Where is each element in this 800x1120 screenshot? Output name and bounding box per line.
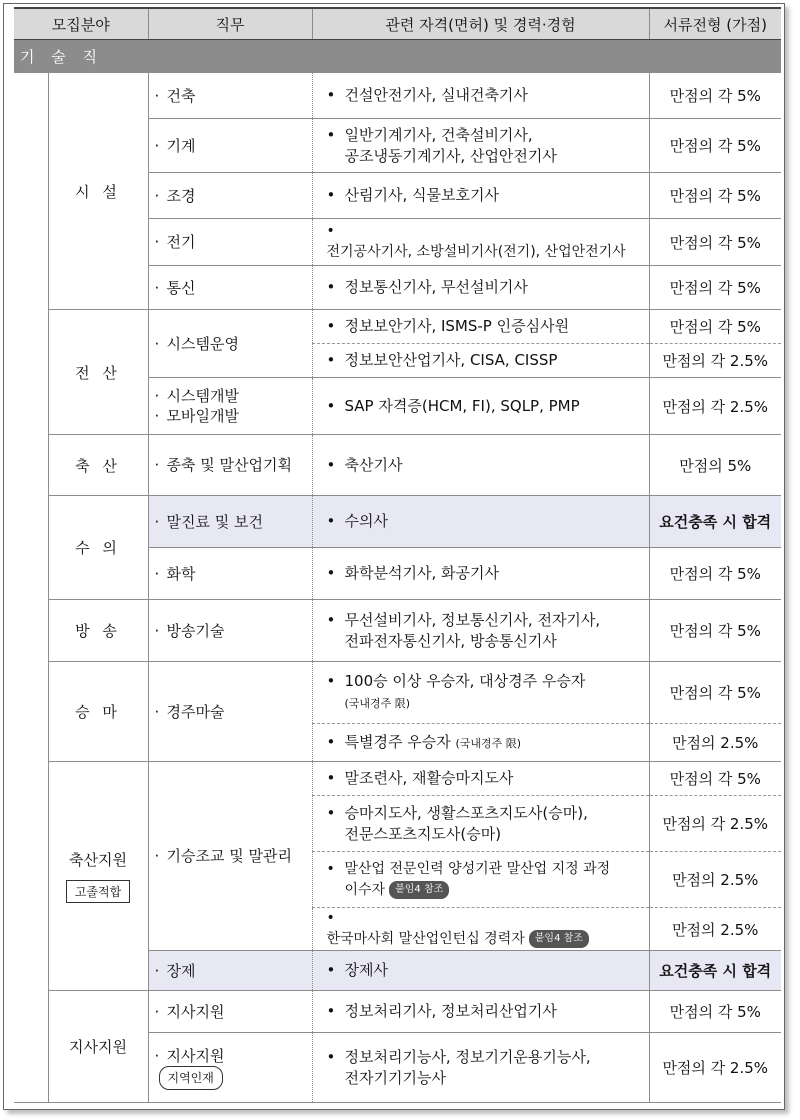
table-row — [14, 600, 781, 662]
job-cell: · 말진료 및 보건 — [148, 496, 312, 548]
field-cell — [48, 991, 148, 1103]
job-cell: · 지사지원 — [148, 991, 312, 1033]
score-cell: 만점의 각 5% — [649, 991, 781, 1033]
score-cell: 만점의 5% — [649, 435, 781, 496]
job-cell: · 조경 — [148, 173, 312, 219]
qual-text: 전기공사기사, 소방설비기사(전기), 산업안전기사 — [326, 244, 626, 260]
qual-cell: • 일반기계기사, 건축설비기사, 공조냉동기계기사, 산업안전기사 — [312, 119, 649, 173]
job-label: 화학 — [166, 564, 196, 583]
header-job: 직무 — [148, 8, 312, 40]
qual-cell: • 특별경주 우승자 (국내경주 限) — [312, 724, 649, 762]
job-cell: · 화학 — [148, 548, 312, 600]
score-cell: 만점의 각 5% — [649, 266, 781, 310]
job-label: 지사지원 — [166, 1046, 225, 1065]
job-label: 시스템운영 — [166, 334, 239, 353]
field-cell — [48, 435, 148, 496]
job-label: 장제 — [166, 961, 196, 980]
job-cell: · 방송기술 — [148, 600, 312, 662]
field-label: 방 송 — [75, 622, 121, 640]
reference-badge: 붙임4 참조 — [389, 881, 449, 899]
qual-note: (국내경주 限) — [344, 697, 411, 710]
field-label: 수 의 — [75, 539, 121, 557]
job-label: 방송기술 — [166, 621, 225, 640]
qual-text: 승마지도사, 생활스포츠지도사(승마), — [344, 803, 588, 822]
job-label: 건축 — [166, 86, 196, 105]
score-cell: 만점의 각 5% — [649, 548, 781, 600]
score-cell: 만점의 각 5% — [649, 173, 781, 219]
qual-text: 정보처리기사, 정보처리산업기사 — [344, 1002, 557, 1020]
regional-talent-tag: 지역인재 — [159, 1066, 223, 1090]
score-cell: 요건충족 시 합격 — [649, 951, 781, 991]
qual-text: 한국마사회 말산업인턴십 경력자 — [326, 931, 525, 947]
qualification-table — [14, 7, 781, 1103]
field-cell — [48, 600, 148, 662]
qual-cell: • 정보통신기사, 무선설비기사 — [312, 266, 649, 310]
qual-cell: • 말산업 전문인력 양성기관 말산업 지정 과정 이수자 붙임4 참조 — [312, 852, 649, 908]
qual-cell: • 100승 이상 우승자, 대상경주 우승자 (국내경주 限) — [312, 662, 649, 724]
qual-cell: • 무선설비기사, 정보통신기사, 전자기사, 전파전자통신기사, 방송통신기사 — [312, 600, 649, 662]
document-frame — [3, 3, 785, 1110]
job-label: 시스템개발 — [166, 387, 239, 405]
field-label: 지사지원 — [69, 1038, 127, 1056]
job-label: 기계 — [166, 136, 196, 155]
score-cell: 만점의 각 5% — [649, 73, 781, 119]
qual-text: 전자기기기능사 — [344, 1068, 446, 1087]
field-cell — [48, 73, 148, 310]
qual-cell: • 산림기사, 식물보호기사 — [312, 173, 649, 219]
field-tag: 고졸적합 — [66, 880, 130, 903]
job-cell: · 시스템개발 · 모바일개발 — [148, 378, 312, 435]
qual-cell: • 화학분석기사, 화공기사 — [312, 548, 649, 600]
qual-text: 공조냉동기계기사, 산업안전기사 — [344, 146, 557, 165]
qual-cell: • 건설안전기사, 실내건축기사 — [312, 73, 649, 119]
job-label: 종축 및 말산업기획 — [166, 456, 292, 474]
score-cell: 만점의 각 5% — [649, 600, 781, 662]
qual-note: (국내경주 限) — [455, 736, 522, 750]
job-label: 지사지원 — [166, 1002, 225, 1021]
qual-text: 장제사 — [344, 961, 388, 979]
qual-cell: • 장제사 — [312, 951, 649, 991]
job-cell: · 통신 — [148, 266, 312, 310]
job-label: 전기 — [166, 233, 196, 251]
qual-text: 정보보안산업기사, CISA, CISSP — [344, 351, 558, 369]
field-label: 축 산 — [75, 456, 121, 475]
job-cell: · 기승조교 및 말관리 — [148, 762, 312, 951]
score-cell: 요건충족 시 합격 — [649, 496, 781, 548]
job-cell: · 기계 — [148, 119, 312, 173]
qual-cell: •한국마사회 말산업인턴십 경력자 붙임4 참조 — [312, 908, 649, 951]
qual-cell: • 정보보안산업기사, CISA, CISSP — [312, 344, 649, 378]
qual-text: 100승 이상 우승자, 대상경주 우승자 — [344, 672, 586, 690]
job-cell: · 경주마술 — [148, 662, 312, 762]
table-row — [14, 662, 781, 724]
score-cell: 만점의 각 5% — [649, 662, 781, 724]
job-label: 조경 — [166, 186, 196, 205]
header-score: 서류전형 (가점) — [649, 8, 781, 40]
section-row — [14, 40, 781, 73]
qual-cell: • 정보처리기사, 정보처리산업기사 — [312, 991, 649, 1033]
job-cell: · 시스템운영 — [148, 310, 312, 378]
job-label: 기승조교 및 말관리 — [166, 847, 292, 865]
table-row — [14, 496, 781, 548]
job-label: 모바일개발 — [166, 407, 239, 425]
qual-text: 축산기사 — [344, 455, 403, 474]
qual-text: 전문스포츠지도사(승마) — [344, 824, 502, 843]
table-row — [14, 73, 781, 119]
qual-cell: • 축산기사 — [312, 435, 649, 496]
reference-badge: 붙임4 참조 — [529, 930, 589, 948]
qual-text: 수의사 — [344, 512, 388, 530]
qual-text: 이수자 — [344, 881, 386, 898]
score-cell: 만점의 각 2.5% — [649, 796, 781, 852]
table-row — [14, 435, 781, 496]
score-cell: 만점의 2.5% — [649, 908, 781, 951]
table-row — [14, 310, 781, 344]
job-cell: · 지사지원 지역인재 — [148, 1033, 312, 1103]
score-cell: 만점의 각 5% — [649, 762, 781, 796]
indent-cell — [14, 73, 48, 1103]
qual-text: 건설안전기사, 실내건축기사 — [344, 86, 528, 104]
score-cell: 만점의 2.5% — [649, 724, 781, 762]
field-label: 시 설 — [75, 182, 121, 201]
job-cell: · 전기 — [148, 219, 312, 266]
qual-cell: • SAP 자격증(HCM, FI), SQLP, PMP — [312, 378, 649, 435]
qual-cell: • 정보처리기능사, 정보기기운용기능사, 전자기기기능사 — [312, 1033, 649, 1103]
job-label: 말진료 및 보건 — [166, 512, 263, 531]
section-title: 기 술 직 — [14, 40, 781, 73]
score-cell: 만점의 각 5% — [649, 119, 781, 173]
field-cell — [48, 662, 148, 762]
score-cell: 만점의 각 2.5% — [649, 1033, 781, 1103]
qual-cell: • 수의사 — [312, 496, 649, 548]
qual-cell: • 승마지도사, 생활스포츠지도사(승마), 전문스포츠지도사(승마) — [312, 796, 649, 852]
header-field: 모집분야 — [14, 8, 148, 40]
qual-text: 특별경주 우승자 — [344, 732, 451, 751]
score-cell: 만점의 2.5% — [649, 852, 781, 908]
qual-cell: • 정보보안기사, ISMS-P 인증심사원 — [312, 310, 649, 344]
qual-text: 정보보안기사, ISMS-P 인증심사원 — [344, 317, 570, 335]
qual-text: SAP 자격증(HCM, FI), SQLP, PMP — [344, 396, 580, 415]
field-label: 전 산 — [75, 363, 121, 382]
score-cell: 만점의 각 5% — [649, 219, 781, 266]
qual-text: 말산업 전문인력 양성기관 말산업 지정 과정 — [344, 860, 611, 877]
job-cell: · 종축 및 말산업기획 — [148, 435, 312, 496]
qual-text: 전파전자통신기사, 방송통신기사 — [344, 631, 557, 650]
score-cell: 만점의 각 5% — [649, 310, 781, 344]
qual-text: 말조련사, 재활승마지도사 — [344, 769, 514, 787]
qual-text: 무선설비기사, 정보통신기사, 전자기사, — [344, 610, 601, 629]
job-cell: · 건축 — [148, 73, 312, 119]
field-cell — [48, 310, 148, 435]
qual-cell: • 말조련사, 재활승마지도사 — [312, 762, 649, 796]
score-cell: 만점의 각 2.5% — [649, 344, 781, 378]
qual-text: 산림기사, 식물보호기사 — [344, 186, 499, 204]
qual-text: 정보통신기사, 무선설비기사 — [344, 278, 528, 296]
job-label: 통신 — [166, 278, 196, 297]
qual-text: 정보처리기능사, 정보기기운용기능사, — [344, 1047, 591, 1066]
table-row — [14, 762, 781, 796]
field-cell — [48, 762, 148, 991]
qual-cell: •전기공사기사, 소방설비기사(전기), 산업안전기사 — [312, 219, 649, 266]
table-row — [14, 991, 781, 1033]
job-label: 경주마술 — [166, 702, 225, 721]
job-cell: · 장제 — [148, 951, 312, 991]
header-row — [14, 8, 781, 40]
header-qual: 관련 자격(면허) 및 경력·경험 — [312, 8, 649, 40]
qual-text: 일반기계기사, 건축설비기사, — [344, 125, 533, 144]
qual-text: 화학분석기사, 화공기사 — [344, 564, 499, 582]
field-label: 축산지원 — [69, 851, 127, 869]
field-label: 승 마 — [75, 703, 121, 721]
score-cell: 만점의 각 2.5% — [649, 378, 781, 435]
field-cell — [48, 496, 148, 600]
